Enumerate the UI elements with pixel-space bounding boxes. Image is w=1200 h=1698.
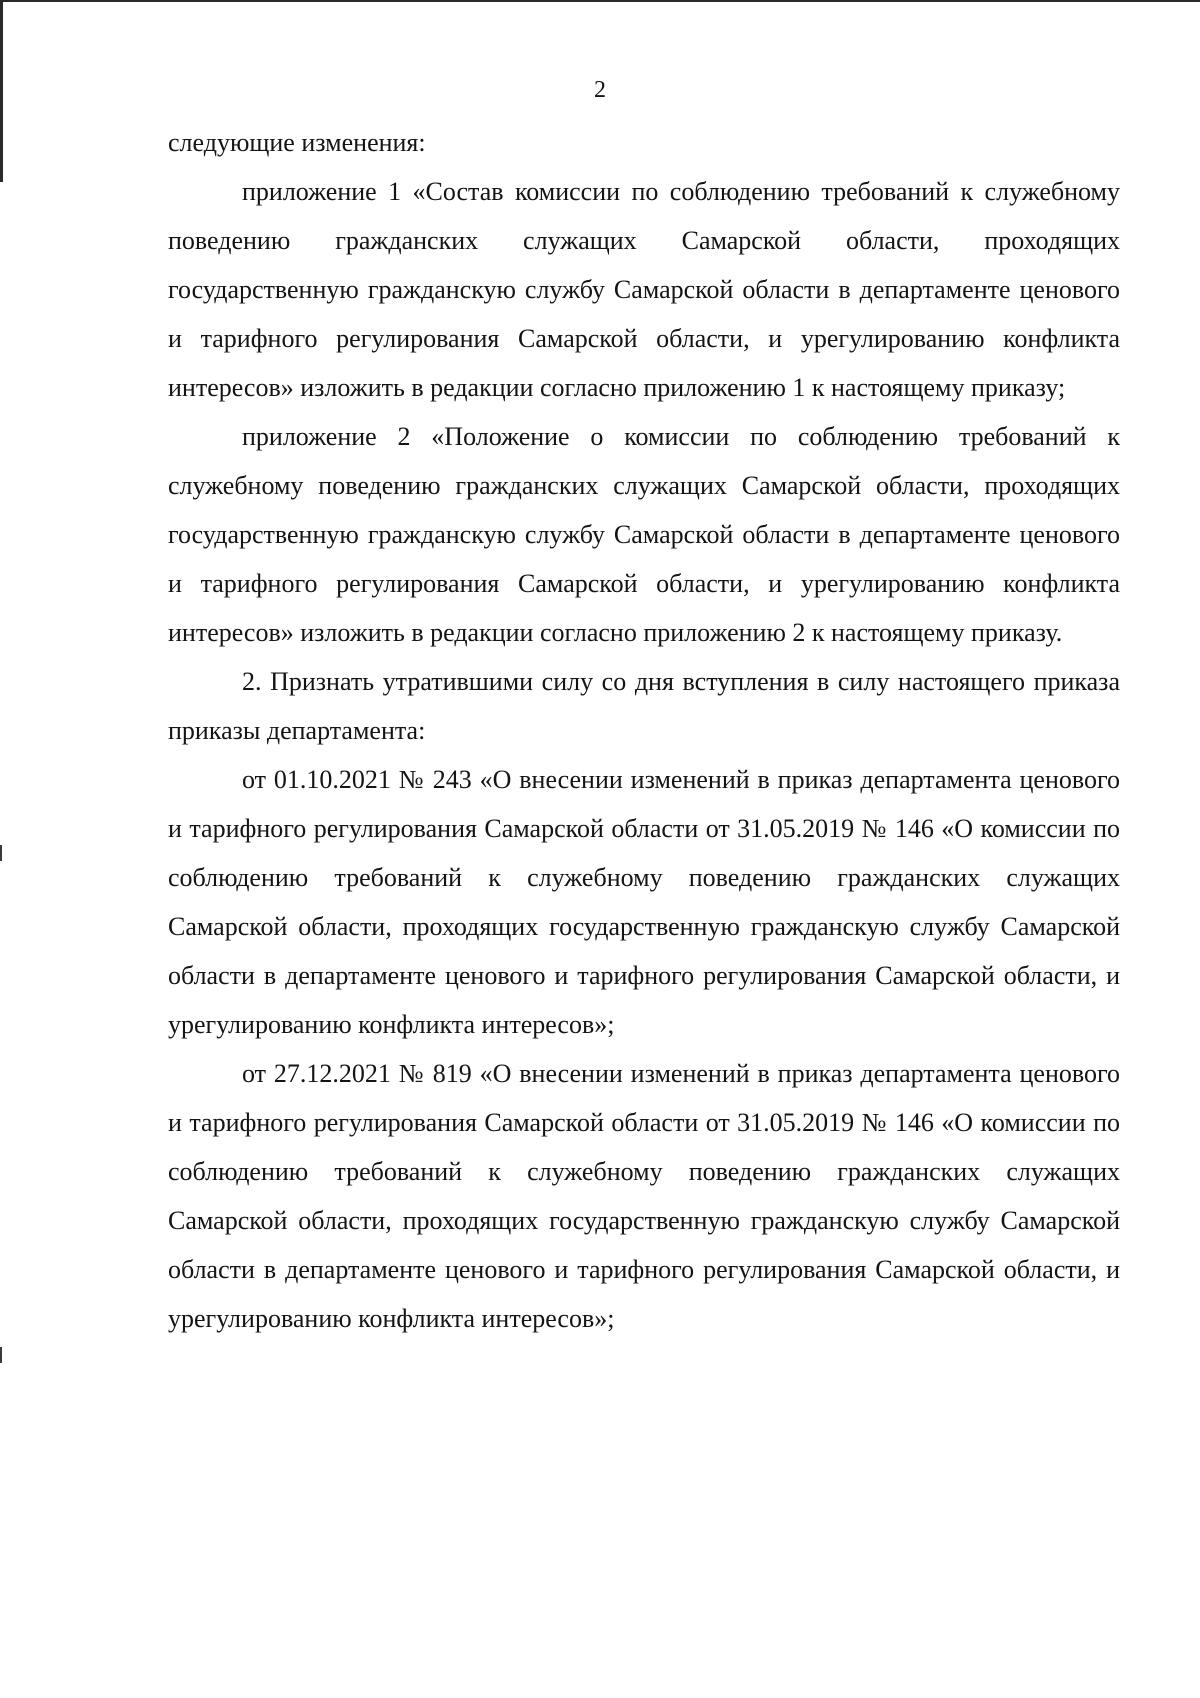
document-body xyxy=(168,118,1120,1343)
paragraph-intro: следующие изменения: xyxy=(168,128,426,157)
paragraph-item-2: 2. Признать утратившими силу со дня вступления в силу настоящего приказа приказы департамента: xyxy=(168,667,1120,745)
paragraph-appendix-2: приложение 2 «Положение о комиссии по соблюдению требований к служебному поведению гражданских служащих Самарской области, проходящих государственную гражданскую службу Самарской области в департаменте ценового и тарифного регулирования Самарской области, и урегулированию конфликта интересов» изложить в редакции согласно приложению 2 к настоящему приказу. xyxy=(168,422,1120,647)
scan-mark xyxy=(0,845,2,861)
scan-edge-top xyxy=(0,0,1200,2)
paragraph-order-819: от 27.12.2021 № 819 «О внесении изменений в приказ департамента ценового и тарифного регулирования Самарской области от 31.05.2019 № 146 «О комиссии по соблюдению требований к служебному поведению гражданских служащих Самарской области, проходящих государственную гражданскую службу Самарской области в департаменте ценового и тарифного регулирования Самарской области, и урегулированию конфликта интересов»; xyxy=(168,1059,1120,1333)
scan-mark xyxy=(0,1347,2,1363)
paragraph-order-243: от 01.10.2021 № 243 «О внесении изменений в приказ департамента ценового и тарифного регулирования Самарской области от 31.05.2019 № 146 «О комиссии по соблюдению требований к служебному поведению гражданских служащих Самарской области, проходящих государственную гражданскую службу Самарской области в департаменте ценового и тарифного регулирования Самарской области, и урегулированию конфликта интересов»; xyxy=(168,765,1120,1039)
paragraph-appendix-1: приложение 1 «Состав комиссии по соблюдению требований к служебному поведению гражданских служащих Самарской области, проходящих государственную гражданскую службу Самарской области в департаменте ценового и тарифного регулирования Самарской области, и урегулированию конфликта интересов» изложить в редакции согласно приложению 1 к настоящему приказу; xyxy=(168,177,1120,402)
page-number: 2 xyxy=(594,77,606,103)
